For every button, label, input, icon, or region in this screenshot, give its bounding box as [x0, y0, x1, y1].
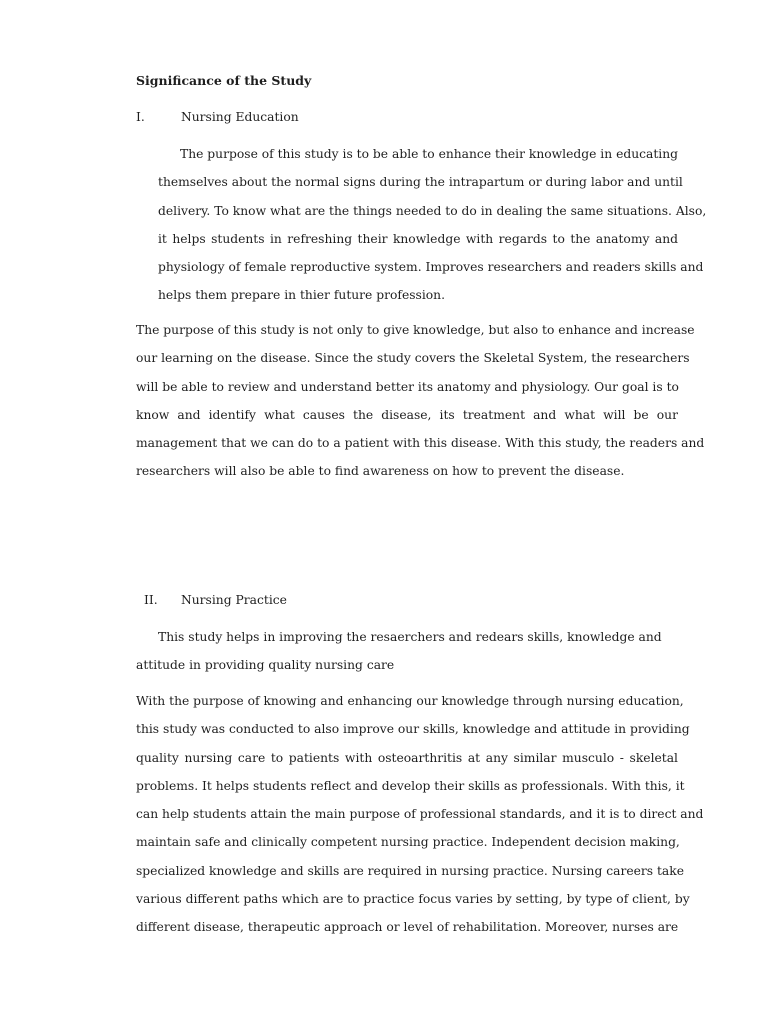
- text-line: different disease, therapeutic approach or level of rehabilitation. Moreover, nurses are: [136, 920, 679, 935]
- section-title: Nursing Education: [181, 110, 299, 124]
- text-line: attitude in providing quality nursing care: [136, 658, 395, 673]
- text-line: this study was conducted to also improve our skills, knowledge and attitude in providing: [136, 722, 690, 737]
- text-line: management that we can do to a patient with this disease. With this study, the readers and: [136, 436, 705, 451]
- section-number: I.: [136, 110, 145, 124]
- text-line: delivery. To know what are the things needed to do in dealing the same situations. Also,: [158, 203, 707, 218]
- text-line: The purpose of this study is to be able to enhance their knowledge in educating: [180, 147, 679, 161]
- paragraph-education-purpose: [136, 140, 707, 310]
- text-line: researchers will also be able to find awareness on how to prevent the disease.: [136, 464, 625, 479]
- section-number: II.: [144, 593, 158, 607]
- paragraph-practice-detail: [136, 687, 704, 942]
- text-line: know and identify what causes the disease, its treatment and what will be our: [136, 407, 678, 422]
- document-heading: Significance of the Study: [136, 73, 312, 88]
- text-line: our learning on the disease. Since the study covers the Skeletal System, the researchers: [136, 351, 690, 366]
- text-line: themselves about the normal signs during the intrapartum or during labor and until: [158, 175, 683, 190]
- text-line: it helps students in refreshing their knowledge with regards to the anatomy and: [158, 231, 678, 246]
- text-line: With the purpose of knowing and enhancing our knowledge through nursing education,: [136, 694, 684, 708]
- text-line: helps them prepare in thier future profession.: [158, 288, 446, 303]
- paragraph-practice-summary: [136, 623, 678, 680]
- text-line: This study helps in improving the resaerchers and redears skills, knowledge and: [158, 630, 662, 644]
- text-line: physiology of female reproductive system. Improves researchers and readers skills and: [158, 260, 704, 275]
- section-title: Nursing Practice: [181, 593, 287, 607]
- text-line: will be able to review and understand better its anatomy and physiology. Our goal is to: [136, 379, 679, 394]
- text-line: maintain safe and clinically competent nursing practice. Independent decision making,: [136, 835, 680, 850]
- text-line: The purpose of this study is not only to give knowledge, but also to enhance and increase: [136, 323, 695, 337]
- text-line: quality nursing care to patients with osteoarthritis at any similar musculo - skeletal: [136, 750, 678, 765]
- paragraph-education-goal: [136, 316, 705, 486]
- text-line: various different paths which are to practice focus varies by setting, by type of client, by: [136, 892, 690, 907]
- text-line: specialized knowledge and skills are required in nursing practice. Nursing careers take: [136, 863, 684, 878]
- text-line: problems. It helps students reflect and develop their skills as professionals. With this, it: [136, 778, 685, 793]
- text-line: can help students attain the main purpose of professional standards, and it is to direct and: [136, 807, 704, 822]
